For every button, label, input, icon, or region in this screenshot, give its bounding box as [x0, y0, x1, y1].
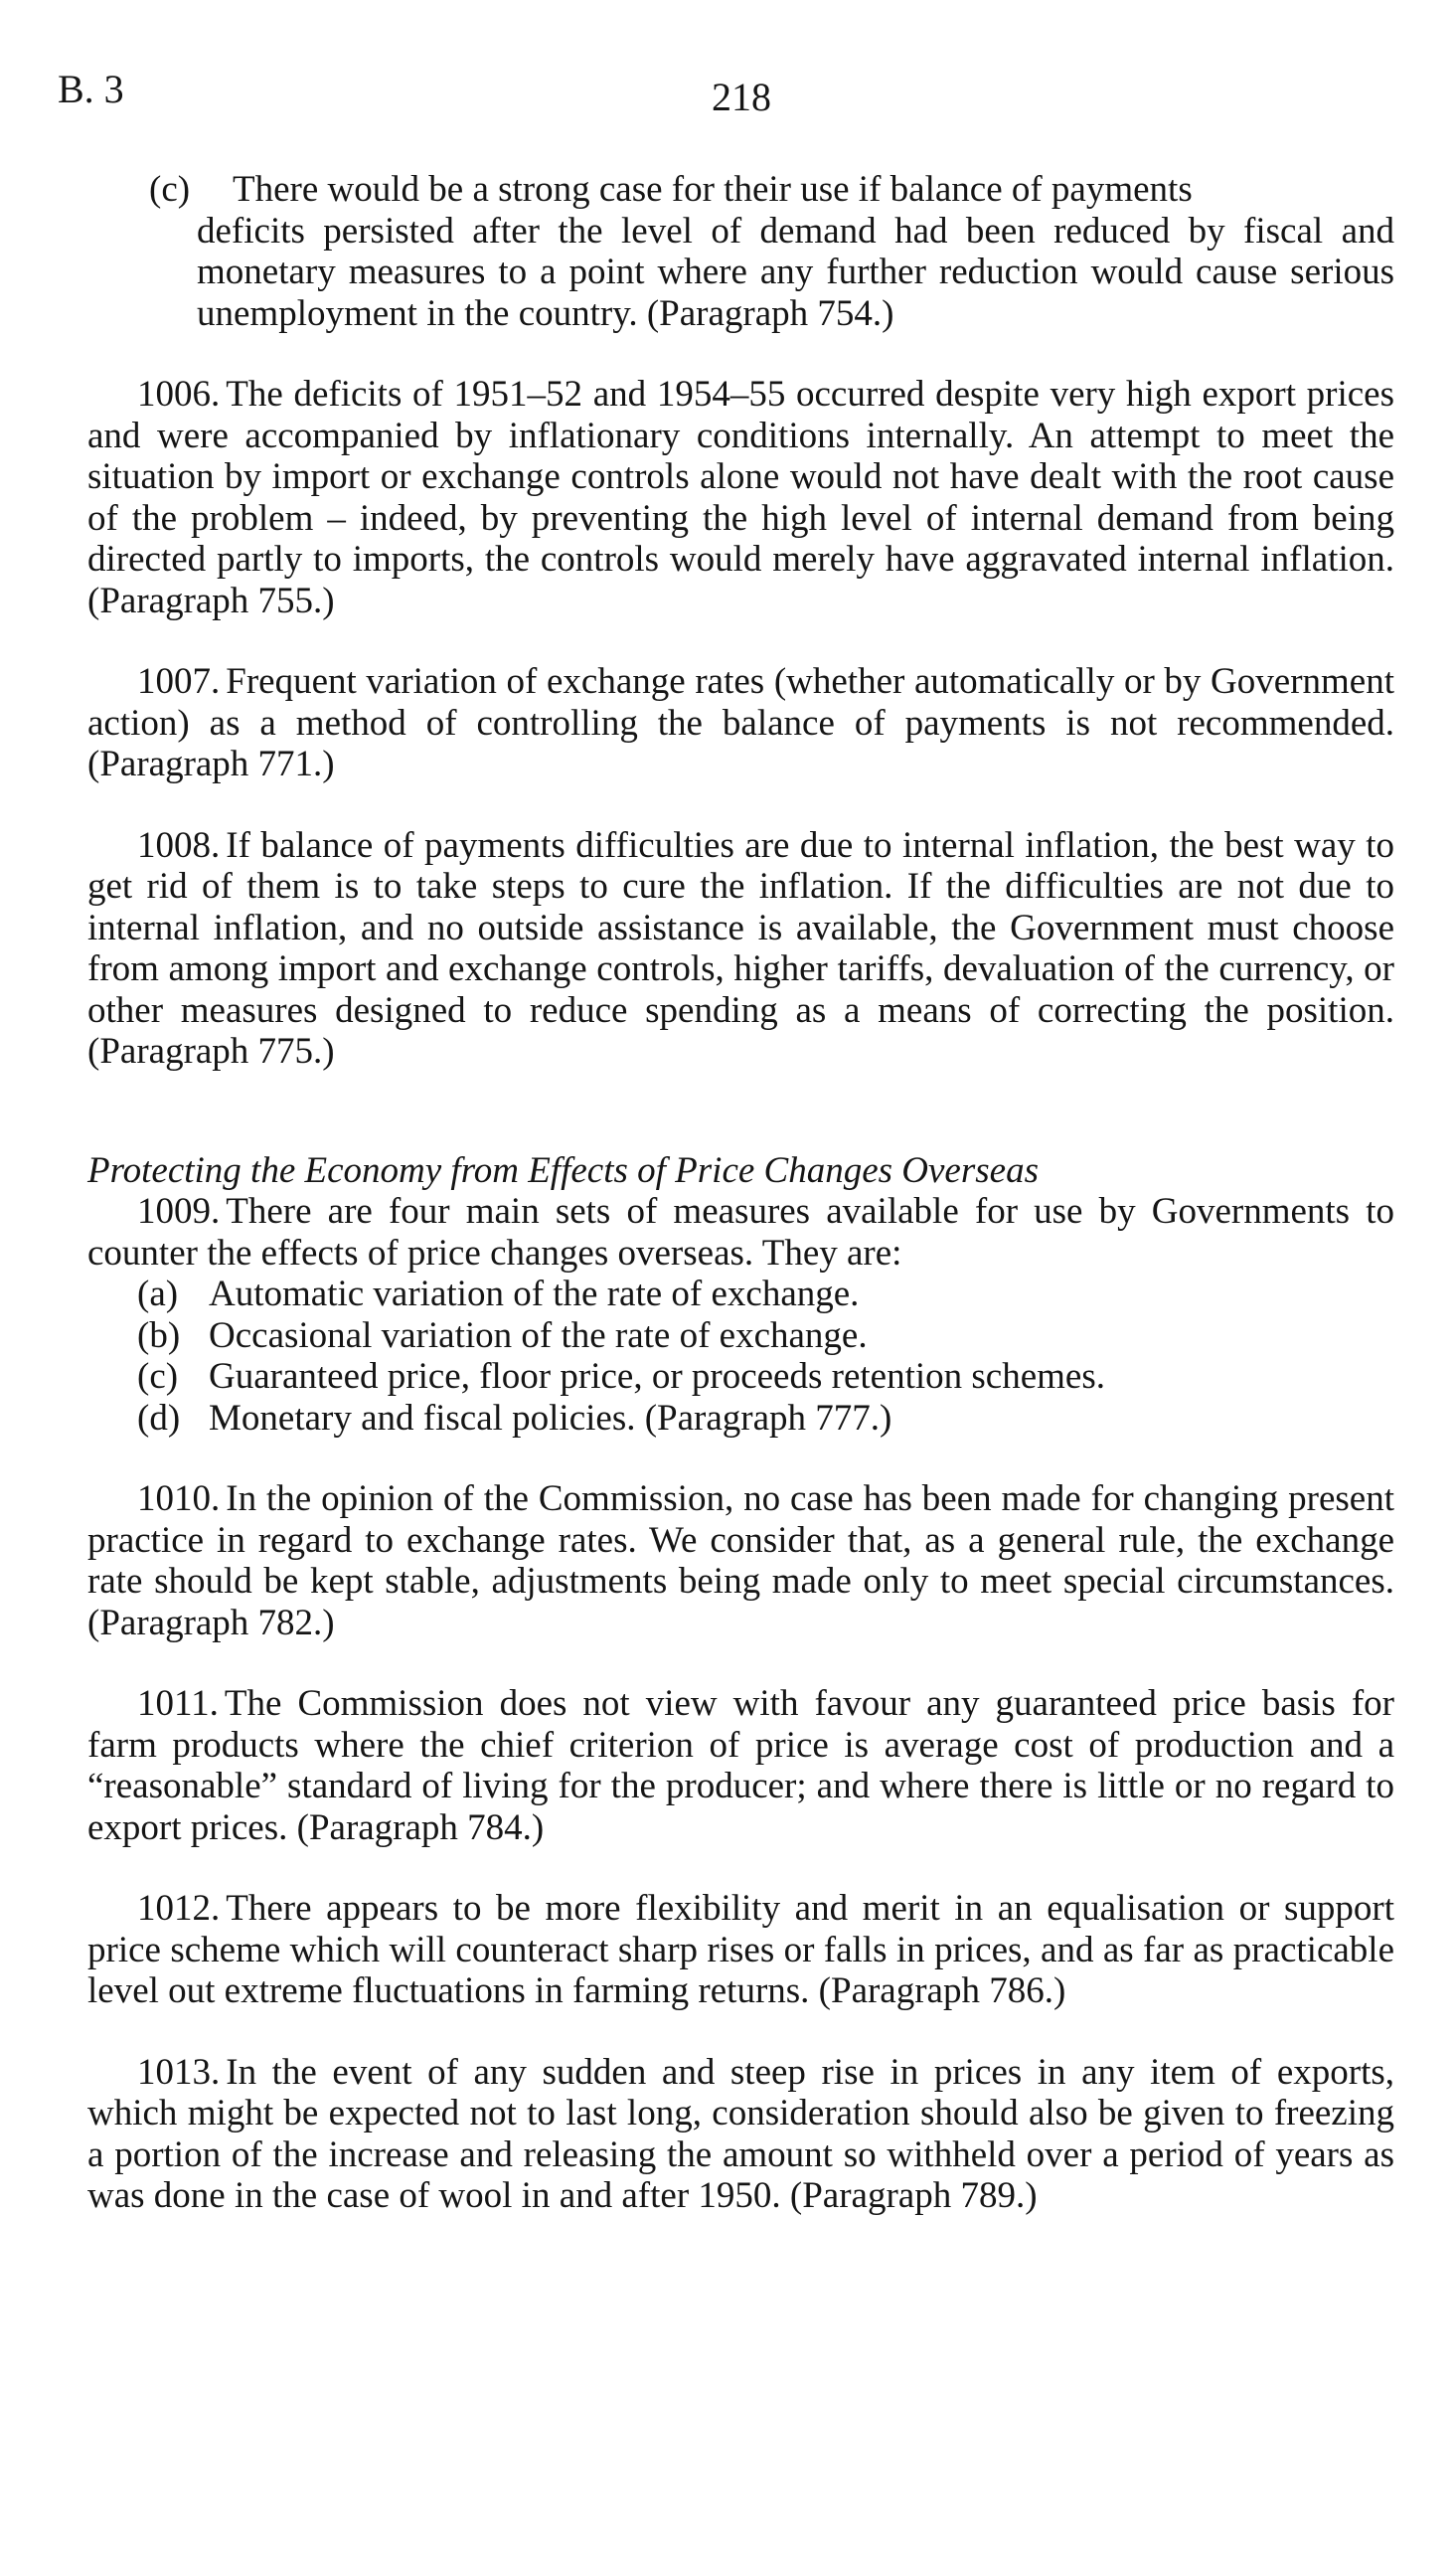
section-heading: Protecting the Economy from Effects of Price Changes Overseas: [87, 1149, 1039, 1191]
paragraph-number: 1007.: [137, 661, 221, 702]
list-item-label: (b): [137, 1314, 181, 1356]
paragraph-1012: [87, 1888, 1394, 2012]
paragraph-1010: [87, 1478, 1394, 1643]
paragraph-1006: [87, 374, 1394, 621]
paragraph-number: 1008.: [137, 824, 221, 866]
sub-item-c: [87, 169, 1394, 211]
list-item-text: Automatic variation of the rate of exchange.: [209, 1274, 860, 1314]
page-body: [87, 169, 1394, 2217]
measures-list: [87, 1274, 1394, 1439]
series-label: B. 3: [58, 67, 124, 111]
list-item: [87, 1274, 1394, 1315]
paragraph-1011: [87, 1683, 1394, 1848]
list-item-label: (d): [137, 1397, 181, 1439]
list-item-label: (a): [137, 1274, 179, 1314]
paragraph-number: 1009.: [137, 1191, 221, 1232]
list-item-text: Guaranteed price, floor price, or proceeds retention schemes.: [209, 1356, 1105, 1397]
paragraph-text: In the opinion of the Commission, no case has been made for changing present practice in regard to exchange rates. We consider that, as a general rule, the exchange rate should be kept stable, adjustments being made only to meet special circumstances. (Paragraph 782.): [87, 1478, 1394, 1643]
paragraph-1013: [87, 2052, 1394, 2217]
paragraph-number: 1011.: [137, 1683, 219, 1724]
paragraph-number: 1012.: [137, 1888, 221, 1929]
paragraph-text: There are four main sets of measures available for use by Governments to counter the effects of price changes overseas. They are:: [87, 1191, 1394, 1274]
page-number: 218: [712, 75, 771, 119]
list-item: [87, 1398, 1394, 1440]
list-item-text: Monetary and fiscal policies. (Paragraph 777.): [209, 1397, 892, 1439]
paragraph-text: In the event of any sudden and steep rise in prices in any item of exports, which might be expected not to last long, consideration should also be given to freezing a portion of the increase and releasing the amount so withheld over a period of years as was done in the case of wool in and after 1950. (Paragraph 789.): [87, 2051, 1394, 2216]
list-item: [87, 1315, 1394, 1357]
paragraph-text: If balance of payments difficulties are due to internal inflation, the best way to get rid of them is to take steps to cure the inflation. If the difficulties are not due to internal inflation, and no outside assistance is available, the Government must choose from among import and exchange controls, higher tariffs, devaluation of the currency, or other measures designed to reduce spending as a means of correcting the position. (Paragraph 775.): [87, 824, 1394, 1072]
paragraph-text: There appears to be more flexibility and merit in an equalisation or support price scheme which will counteract sharp rises or falls in prices, and as far as practicable level out extreme fluctuations in farming returns. (Paragraph 786.): [87, 1888, 1394, 2011]
list-item: [87, 1356, 1394, 1398]
sub-item-label: (c): [149, 169, 191, 210]
paragraph-1009: [87, 1191, 1394, 1274]
paragraph-number: 1013.: [137, 2051, 221, 2093]
paragraph-text: Frequent variation of exchange rates (whether automatically or by Government action) as a method of controlling the balance of payments is not recommended. (Paragraph 771.): [87, 661, 1394, 784]
sub-item-first-line: There would be a strong case for their use if balance of payments: [233, 169, 1193, 210]
paragraph-1007: [87, 661, 1394, 785]
list-item-text: Occasional variation of the rate of exchange.: [209, 1314, 868, 1356]
list-item-label: (c): [137, 1356, 179, 1397]
paragraph-text: The deficits of 1951–52 and 1954–55 occurred despite very high export prices and were accompanied by inflationary conditions internally. An attempt to meet the situation by import or exchange controls alone would not have dealt with the root cause of the problem – indeed, by preventing the high level of internal demand from being directed partly to imports, the controls would merely have aggravated internal inflation. (Paragraph 755.): [87, 374, 1394, 621]
paragraph-number: 1010.: [137, 1478, 221, 1519]
paragraph-number: 1006.: [137, 374, 221, 415]
sub-item-continuation: deficits persisted after the level of demand had been reduced by fiscal and monetary measures to a point where any further reduction would cause serious unemployment in the country. (Paragraph 754.): [197, 210, 1394, 334]
paragraph-text: The Commission does not view with favour any guaranteed price basis for farm products where the chief criterion of price is average cost of production and a “reasonable” standard of living for the producer; and where there is little or no regard to export prices. (Paragraph 784.): [87, 1683, 1394, 1848]
paragraph-1008: [87, 825, 1394, 1073]
